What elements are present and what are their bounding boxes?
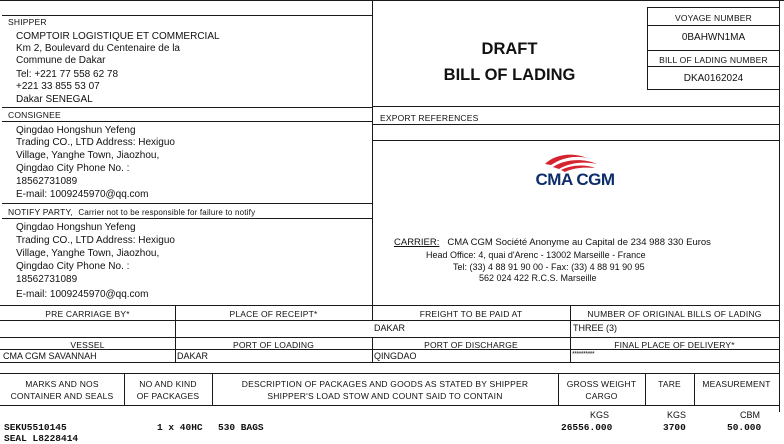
row2-bottom-line xyxy=(0,362,779,363)
voyage-label: VOYAGE NUMBER xyxy=(674,13,753,23)
carrier-rcs: 562 024 422 R.C.S. Marseille xyxy=(479,273,597,283)
shipper-label: SHIPPER xyxy=(8,17,47,27)
marks-header-line1: MARKS AND NOS xyxy=(25,379,99,389)
goods-header-divider xyxy=(694,373,695,405)
measurement-value: 50.000 xyxy=(727,422,762,433)
consignee-line: Trading CO., LTD Address: Hexiguo xyxy=(16,137,175,148)
packages-header-line2: OF PACKAGES xyxy=(136,391,200,401)
carrier-name: CMA CGM Société Anonyme au Capital de 234 988 330 Euros xyxy=(447,237,711,248)
package-quantity: 1 x 40HC xyxy=(157,422,203,433)
tare-unit: KGS xyxy=(667,410,687,420)
export-top-line xyxy=(372,106,779,107)
port-of-loading-label: PORT OF LOADING xyxy=(232,340,315,350)
port-of-discharge-value: QINGDAO xyxy=(374,351,417,361)
tare-value: 3700 xyxy=(663,422,686,433)
port-of-loading-value: DAKAR xyxy=(177,351,209,361)
top-border xyxy=(0,0,784,1)
original-bills-value: THREE (3) xyxy=(573,323,618,333)
consignee-top-line xyxy=(2,107,372,108)
freight-paid-at-label: FREIGHT TO BE PAID AT xyxy=(419,309,523,319)
consignee-line: Qingdao Hongshun Yefeng xyxy=(16,125,136,136)
place-of-receipt-label: PLACE OF RECEIPT* xyxy=(229,309,318,319)
carrier-label: CARRIER: xyxy=(394,237,440,248)
doc-title-bill-of-lading: BILL OF LADING xyxy=(443,66,576,84)
logo-text: CMA CGM xyxy=(535,170,615,189)
voyage-label-line xyxy=(647,25,780,26)
notify-label xyxy=(8,207,255,217)
vessel-label: VESSEL xyxy=(70,340,105,350)
vessel-value: CMA CGM SAVANNAH xyxy=(3,351,97,361)
gross-weight-header-line2: CARGO xyxy=(585,391,618,401)
voyage-bottom-line xyxy=(647,50,780,51)
notify-line: Qingdao Hongshun Yefeng xyxy=(16,222,136,233)
bol-number-label: BILL OF LADING NUMBER xyxy=(659,55,768,65)
row1-top-line xyxy=(0,305,779,306)
final-delivery-value: ********** xyxy=(572,351,595,358)
shipper-line: COMPTOIR LOGISTIQUE ET COMMERCIAL xyxy=(16,31,220,42)
consignee-line: Village, Yanghe Town, Jiaozhou, xyxy=(16,150,160,161)
bol-label-line xyxy=(647,66,780,67)
consignee-line: E-mail: 1009245970@qq.com xyxy=(16,189,149,200)
description-header-line1: DESCRIPTION OF PACKAGES AND GOODS AS STATED BY SHIPPER xyxy=(241,379,529,389)
notify-line: Trading CO., LTD Address: Hexiguo xyxy=(16,235,175,246)
export-bottom-line xyxy=(372,140,779,141)
measure-unit: CBM xyxy=(740,410,760,420)
container-number: SEKU5510145 xyxy=(4,422,67,433)
notify-top-line xyxy=(2,203,372,204)
notify-line: Qingdao City Phone No. : xyxy=(16,261,130,272)
gross-weight-header-line1: GROSS WEIGHT xyxy=(566,379,637,389)
notify-label-line xyxy=(2,218,372,219)
original-bills-label: NUMBER OF ORIGINAL BILLS OF LADING xyxy=(587,309,762,319)
port-of-discharge-label: PORT OF DISCHARGE xyxy=(424,340,518,350)
row1-label-line xyxy=(0,320,779,321)
cma-cgm-logo xyxy=(525,150,625,196)
notify-line: Village, Yanghe Town, Jiaozhou, xyxy=(16,248,160,259)
pre-carriage-label: PRE CARRIAGE BY* xyxy=(45,309,130,319)
goods-header-bottom-line xyxy=(0,405,779,406)
consignee-label-line xyxy=(2,121,372,122)
packages-header-line1: NO AND KIND xyxy=(139,379,197,389)
measurement-header: MEASUREMENT xyxy=(702,379,771,389)
notify-note: Carrier not to be responsible for failure to notify xyxy=(78,208,256,217)
export-label-line xyxy=(372,124,779,125)
final-delivery-label: FINAL PLACE OF DELIVERY* xyxy=(614,340,735,350)
bol-number-value: DKA0162024 xyxy=(683,73,744,84)
carrier-line-1 xyxy=(394,237,711,248)
shipper-line: Tel: +221 77 558 62 78 xyxy=(16,69,119,80)
consignee-line: Qingdao City Phone No. : xyxy=(16,163,130,174)
goods-header-divider xyxy=(645,373,646,405)
carrier-phone-fax: Tel: (33) 4 88 91 90 00 - Fax: (33) 4 88 91 90 95 xyxy=(453,262,645,272)
marks-header-line2: CONTAINER AND SEALS xyxy=(10,391,114,401)
shipper-line: +221 33 855 53 07 xyxy=(16,81,100,92)
carrier-head-office: Head Office: 4, quai d'Arenc - 13002 Marseille - France xyxy=(426,250,646,260)
consignee-label: CONSIGNEE xyxy=(8,110,61,120)
weight-unit: KGS xyxy=(590,410,610,420)
export-references-label: EXPORT REFERENCES xyxy=(380,113,479,123)
voyage-value: 0BAHWN1MA xyxy=(681,32,746,43)
notify-label-title: NOTIFY PARTY, xyxy=(8,207,73,217)
notify-line: 18562731089 xyxy=(16,274,78,285)
goods-header-top-line xyxy=(0,373,779,374)
notify-line: E-mail: 1009245970@qq.com xyxy=(16,289,149,300)
tare-header: TARE xyxy=(658,379,681,389)
freight-paid-at-value: DAKAR xyxy=(374,323,406,333)
shipper-line: Km 2, Boulevard du Centenaire de la xyxy=(16,43,180,54)
package-bags: 530 BAGS xyxy=(218,422,264,433)
consignee-line: 18562731089 xyxy=(16,176,78,187)
shipper-line: Dakar SENEGAL xyxy=(16,94,93,105)
description-header-line2: SHIPPER'S LOAD STOW AND COUNT SAID TO CONTAIN xyxy=(267,391,503,401)
doc-title-draft: DRAFT xyxy=(481,40,538,58)
gross-weight-value: 26556.000 xyxy=(561,422,613,433)
row1-bottom-line xyxy=(0,337,779,338)
seal-number: SEAL L8228414 xyxy=(4,433,79,444)
shipper-top-line xyxy=(2,15,372,16)
shipper-line: Commune de Dakar xyxy=(16,55,106,66)
